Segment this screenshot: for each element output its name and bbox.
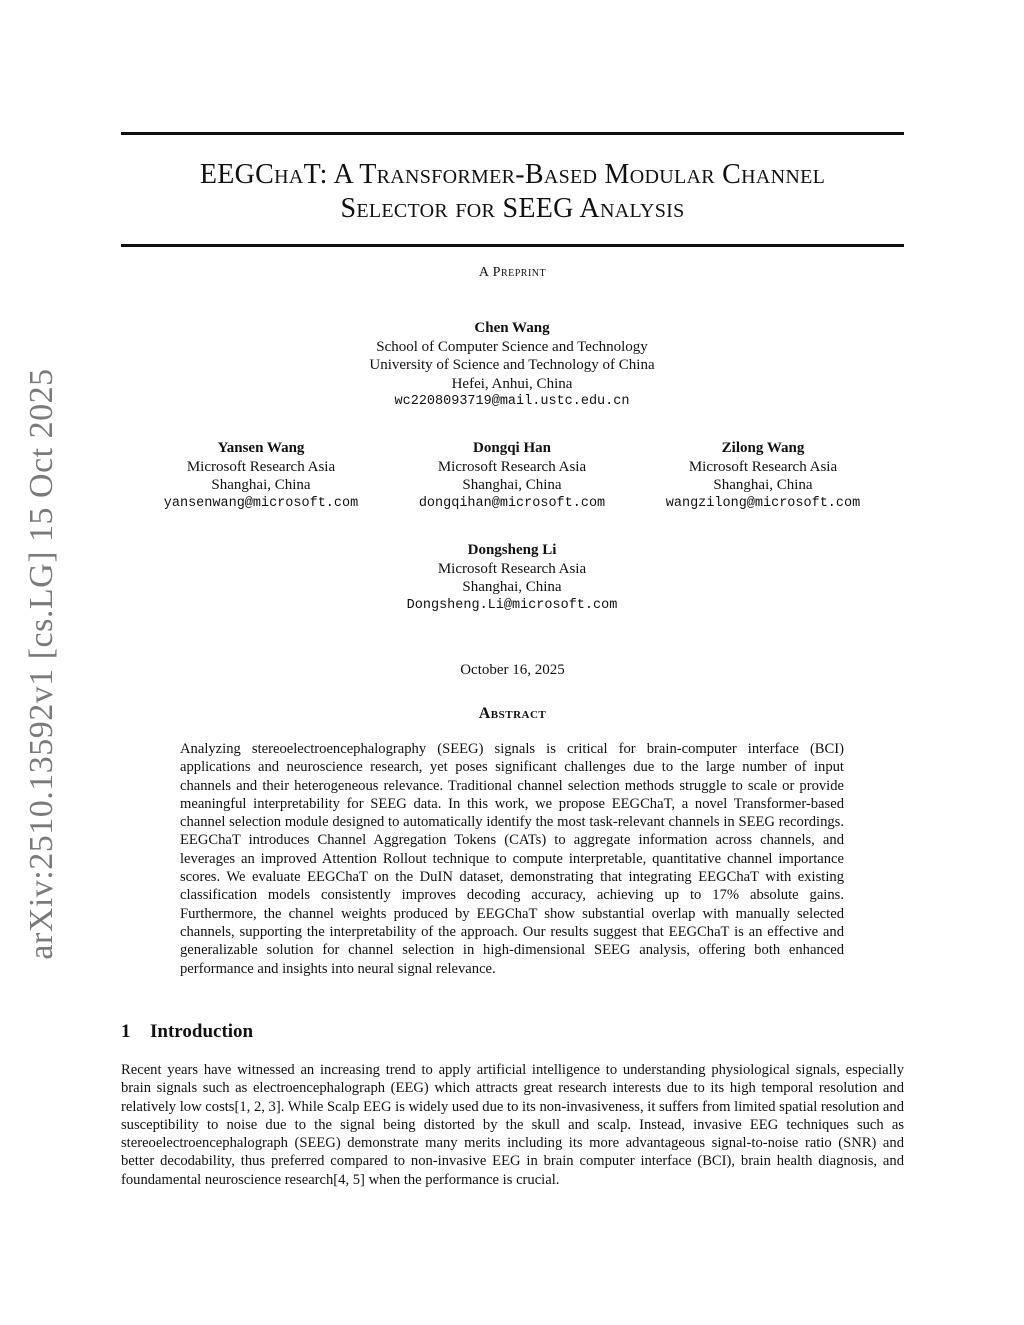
author-affiliation: University of Science and Technology of China [369, 357, 655, 373]
abstract-text: Analyzing stereoelectroencephalography (SEEG) signals is critical for brain-computer interface (BCI) applications and neuroscience research, yet poses significant challenges due to the large number of input channels and their heterogeneous relevance. Traditional channel selection methods struggle to scale or provide meaningful interpretability for SEEG data. In this work, we propose EEGChaT, a novel Transformer-based channel selection module designed to automatically identify the most task-relevant channels in SEEG recordings. EEGChaT introduces Channel Aggregation Tokens (CATs) to aggregate information across channels, and leverages an improved Attention Rollout technique to compute interpretable, quantitative channel importance scores. We evaluate EEGChaT on the DuIN dataset, demonstrating that integrating EEGChaT with existing classification models consistently improves decoding accuracy, achieving up to 17% absolute gains. Furthermore, the channel weights produced by EEGChaT show substantial overlap with manually selected channels, supporting the interpretability of the approach. Our results suggest that EEGChaT is an effective and generalizable solution for channel selection in high-dimensional SEEG analysis, offering both enhanced performance and insights into neural signal relevance. [180, 741, 844, 977]
author-name: Dongqi Han [473, 440, 551, 456]
author-name: Yansen Wang [217, 440, 305, 456]
author-affiliation: School of Computer Science and Technology [376, 338, 648, 355]
author-affiliation: Microsoft Research Asia [437, 560, 587, 577]
section-heading-introduction [121, 1021, 253, 1043]
arxiv-identifier-stamp: arXiv:2510.13592v1 [cs.LG] 15 Oct 2025 [23, 368, 60, 960]
author-location: Shanghai, China [713, 477, 813, 493]
title-top-rule [121, 132, 904, 135]
author-name: Chen Wang [474, 320, 550, 336]
author-location: Shanghai, China [462, 579, 562, 595]
author-affiliation: Microsoft Research Asia [688, 458, 838, 475]
author-name: Dongsheng Li [467, 542, 557, 558]
author-location: Shanghai, China [211, 477, 311, 493]
section-number: 1 [121, 1021, 131, 1042]
author-name: Zilong Wang [721, 440, 805, 456]
author-block-dongqi-han [387, 439, 637, 513]
author-affiliation: Microsoft Research Asia [186, 458, 336, 475]
author-block-dongsheng-li [362, 541, 662, 615]
preprint-label: A Preprint [478, 265, 547, 280]
abstract-heading: Abstract [478, 705, 547, 722]
publication-date: October 16, 2025 [460, 662, 565, 678]
author-block-zilong-wang [638, 439, 888, 513]
author-email: dongqihan@microsoft.com [418, 495, 606, 511]
author-affiliation: Microsoft Research Asia [437, 458, 587, 475]
author-block-chen-wang [312, 319, 712, 412]
author-email: yansenwang@microsoft.com [163, 495, 359, 511]
paper-title-line-2: Selector for SEEG Analysis [340, 193, 685, 224]
author-location: Shanghai, China [462, 477, 562, 493]
author-email: wangzilong@microsoft.com [665, 495, 861, 511]
author-location: Hefei, Anhui, China [451, 375, 573, 392]
author-email: wc2208093719@mail.ustc.edu.cn [394, 394, 630, 409]
title-bottom-rule [121, 244, 904, 247]
paper-title [121, 158, 904, 226]
section-title: Introduction [150, 1021, 254, 1042]
paper-title-line-1: EEGChaT: A Transformer-Based Modular Channel [199, 159, 826, 190]
introduction-paragraph: Recent years have witnessed an increasing trend to apply artificial intelligence to understanding physiological signals, especially brain signals such as electroencephalograph (EEG) which attracts great research interests due to its high temporal resolution and relatively low costs[1, 2, 3]. While Scalp EEG is widely used due to its non-invasiveness, it suffers from limited spatial resolution and susceptibility to noise due to the signal being distorted by the skull and scalp. Instead, invasive EEG techniques such as stereoelectroencephalograph (SEEG) demonstrate many merits including its more advantageous signal-to-noise ratio (SNR) and better decodability, thus preferred compared to non-invasive EEG in brain computer interface (BCI), brain health diagnosis, and foundamental neuroscience research[4, 5] when the performance is crucial. [121, 1062, 904, 1188]
author-block-yansen-wang [136, 439, 386, 513]
author-email: Dongsheng.Li@microsoft.com [406, 597, 618, 613]
